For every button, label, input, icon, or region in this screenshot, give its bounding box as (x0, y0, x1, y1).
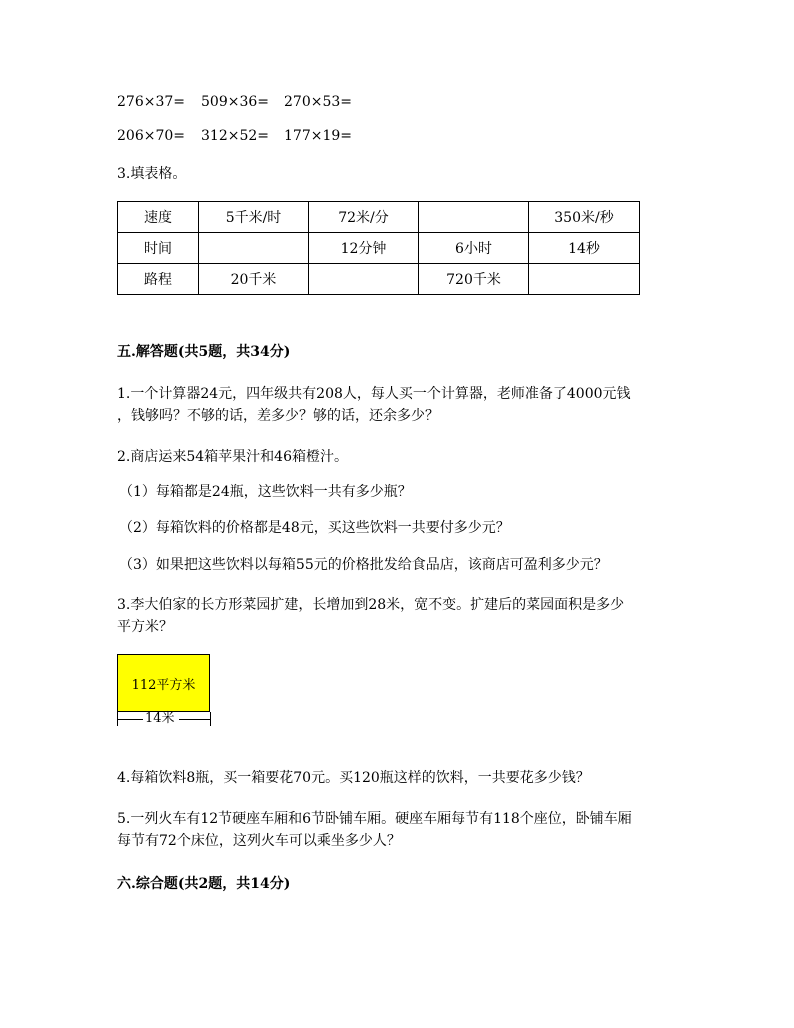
area-label: 112平方米 (131, 677, 196, 693)
table-cell[interactable] (529, 264, 640, 295)
table-cell: 14秒 (529, 233, 640, 264)
question-3-line-2: 平方米？ (117, 619, 173, 635)
table-cell: 6小时 (419, 233, 529, 264)
width-label: 14米 (145, 711, 175, 726)
table-cell: 时间 (118, 233, 199, 264)
table-cell: 72米/分 (309, 202, 419, 233)
calc-item: 270×53= (284, 94, 352, 110)
table-cell[interactable] (419, 202, 529, 233)
table-row (118, 264, 640, 295)
calc-item: 206×70= (117, 128, 185, 144)
table-cell[interactable] (309, 264, 419, 295)
table-cell: 350米/秒 (529, 202, 640, 233)
table-cell: 路程 (118, 264, 199, 295)
table-title: 3.填表格。 (117, 166, 187, 182)
fill-in-table (117, 201, 640, 295)
calc-item: 312×52= (201, 128, 269, 144)
question-2: 2.商店运来54箱苹果汁和46箱橙汁。 (117, 449, 348, 465)
calc-item: 276×37= (117, 94, 185, 110)
question-2-sub-3: （3）如果把这些饮料以每箱55元的价格批发给食品店，该商店可盈利多少元？ (119, 557, 608, 573)
section-6-heading: 六.综合题(共2题，共14分) (117, 876, 291, 892)
section-5-heading: 五.解答题(共5题，共34分) (117, 344, 291, 360)
arrow-right (179, 719, 210, 720)
tick-right (210, 712, 211, 726)
calc-row-2 (117, 128, 352, 144)
question-5-line-2: 每节有72个床位，这列火车可以乘坐多少人？ (117, 833, 401, 849)
calc-item: 509×36= (201, 94, 269, 110)
question-1-line-2: ，钱够吗？不够的话，差多少？够的话，还余多少？ (117, 408, 439, 424)
table-cell: 20千米 (199, 264, 309, 295)
table-cell: 720千米 (419, 264, 529, 295)
question-2-sub-2: （2）每箱饮料的价格都是48元，买这些饮料一共要付多少元？ (119, 520, 510, 536)
question-1-line-1: 1.一个计算器24元，四年级共有208人，每人买一个计算器，老师准备了4000元钱 (117, 386, 631, 402)
question-5-line-1: 5.一列火车有12节硬座车厢和6节卧铺车厢。硬座车厢每节有118个座位，卧铺车厢 (117, 811, 632, 827)
table-row (118, 202, 640, 233)
table-row (118, 233, 640, 264)
question-3-line-1: 3.李大伯家的长方形菜园扩建，长增加到28米，宽不变。扩建后的菜园面积是多少 (117, 597, 625, 613)
table-cell: 12分钟 (309, 233, 419, 264)
width-dimension (117, 712, 211, 728)
table-cell[interactable] (199, 233, 309, 264)
arrow-left (117, 719, 143, 720)
question-2-sub-1: （1）每箱都是24瓶，这些饮料一共有多少瓶？ (119, 484, 412, 500)
calc-row-1 (117, 94, 352, 110)
question-4: 4.每箱饮料8瓶，买一箱要花70元。买120瓶这样的饮料，一共要花多少钱？ (117, 770, 590, 786)
table-cell: 5千米/时 (199, 202, 309, 233)
table-cell: 速度 (118, 202, 199, 233)
garden-rectangle (117, 654, 210, 712)
calc-item: 177×19= (284, 128, 352, 144)
